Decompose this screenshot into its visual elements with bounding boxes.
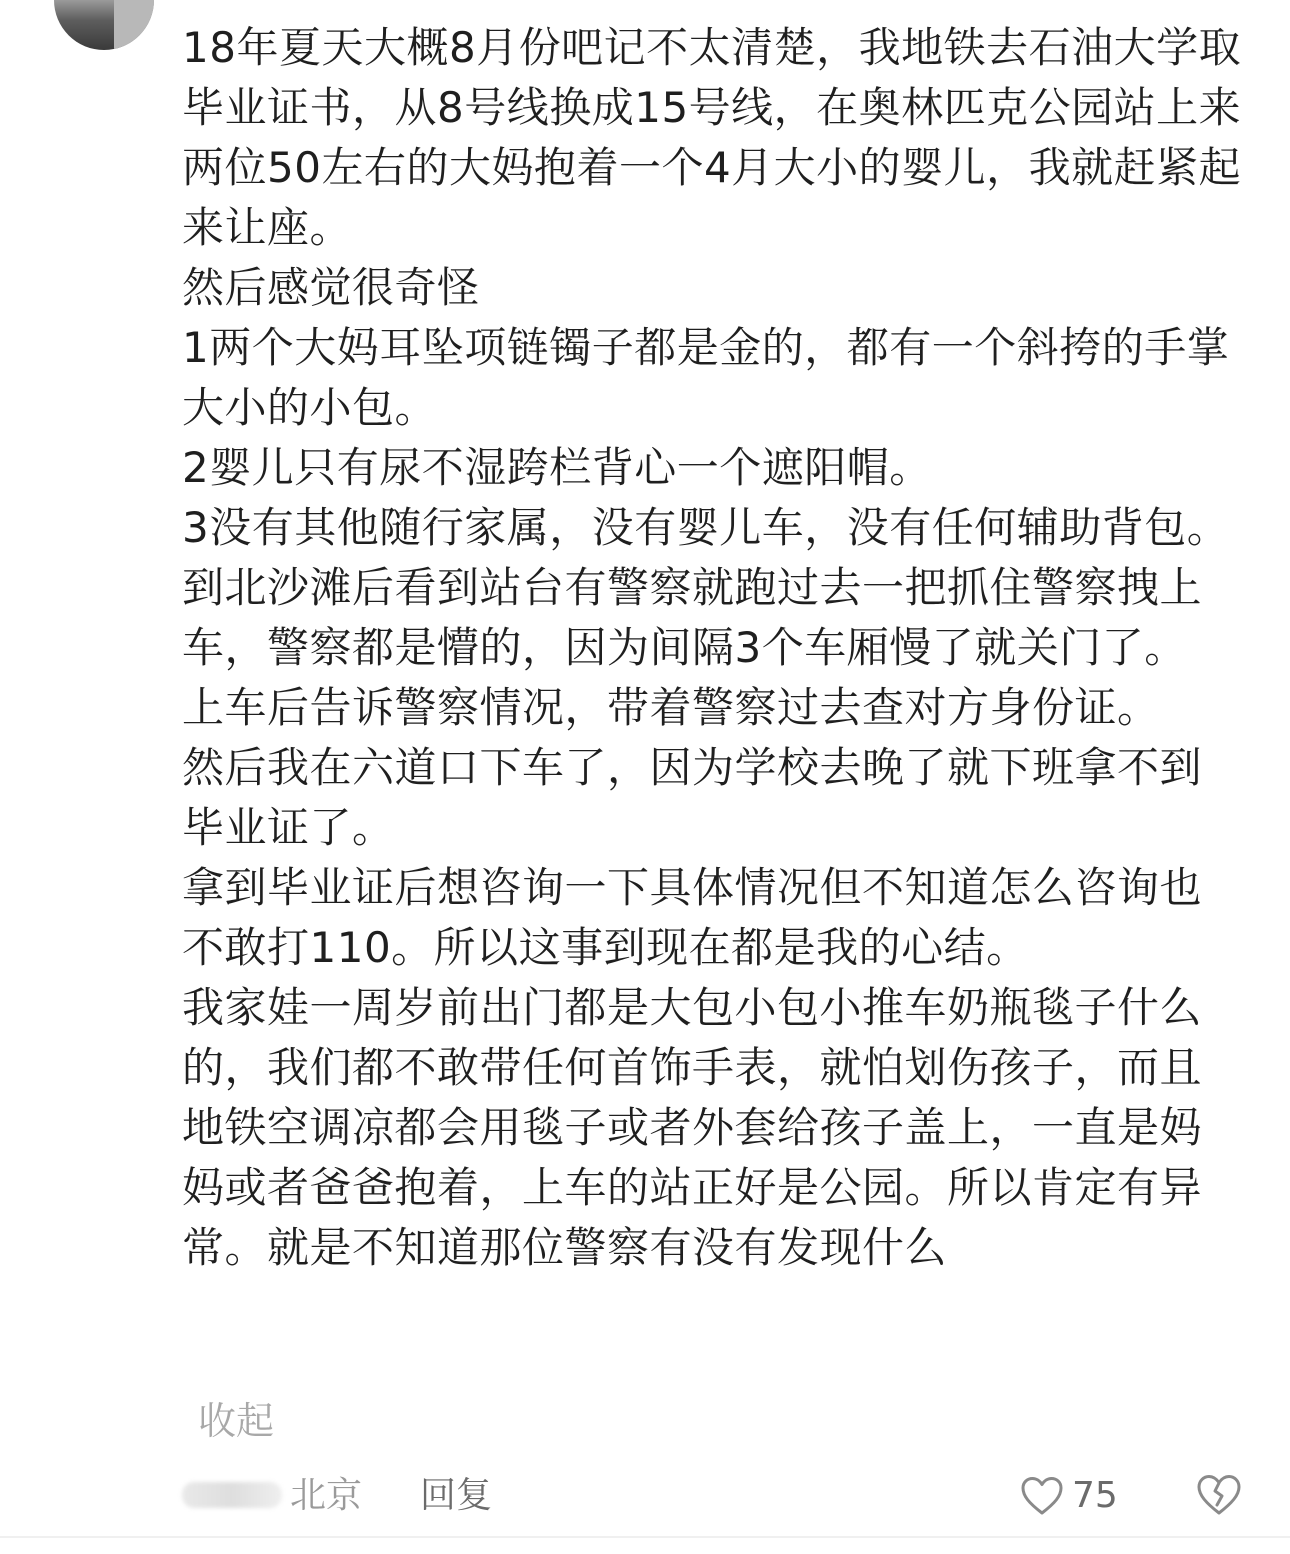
- comment-paragraph: 到北沙滩后看到站台有警察就跑过去一把抓住警察拽上车，警察都是懵的，因为间隔3个车厢慢了就关门了。: [182, 563, 1203, 672]
- broken-heart-icon: [1196, 1474, 1242, 1516]
- comment-paragraph: 然后感觉很奇怪: [182, 263, 480, 312]
- like-button[interactable]: [1020, 1474, 1118, 1518]
- dislike-button[interactable]: [1196, 1474, 1242, 1518]
- comment-paragraph: 拿到毕业证后想咨询一下具体情况但不知道怎么咨询也不敢打110。所以这事到现在都是我的心结。: [182, 863, 1203, 972]
- heart-outline-icon: [1020, 1476, 1064, 1516]
- like-count: 75: [1072, 1475, 1118, 1516]
- comment-body: [182, 18, 1242, 1278]
- comment-meta-row: [0, 1470, 1290, 1522]
- comment-paragraph: 上车后告诉警察情况，带着警察过去查对方身份证。: [182, 683, 1160, 732]
- blurred-timestamp: [182, 1482, 282, 1508]
- comment-paragraph: 我家娃一周岁前出门都是大包小包小推车奶瓶毯子什么的，我们都不敢带任何首饰手表，就怕划伤孩子，而且地铁空调凉都会用毯子或者外套给孩子盖上，一直是妈妈或者爸爸抱着，上车的站正好是公园。所以肯定有异常。就是不知道那位警察有没有发现什么: [182, 983, 1203, 1272]
- comment-paragraph: 3没有其他随行家属，没有婴儿车，没有任何辅助背包。: [182, 503, 1230, 552]
- comment-paragraph: 2婴儿只有尿不湿跨栏背心一个遮阳帽。: [182, 443, 932, 492]
- comment-paragraph: 1两个大妈耳坠项链镯子都是金的，都有一个斜挎的手掌大小的小包。: [182, 323, 1230, 432]
- comment-paragraph: 18年夏天大概8月份吧记不太清楚，我地铁去石油大学取毕业证书，从8号线换成15号线，在奥林匹克公园站上来两位50左右的大妈抱着一个4月大小的婴儿，我就赶紧起来让座。: [182, 23, 1242, 252]
- location-label: 北京: [290, 1475, 363, 1516]
- comment-paragraph: 然后我在六道口下车了，因为学校去晚了就下班拿不到毕业证了。: [182, 743, 1203, 852]
- reply-button[interactable]: 回复: [420, 1475, 493, 1516]
- divider: [0, 1536, 1290, 1538]
- avatar[interactable]: [54, 0, 154, 50]
- collapse-button[interactable]: 收起: [198, 1399, 275, 1443]
